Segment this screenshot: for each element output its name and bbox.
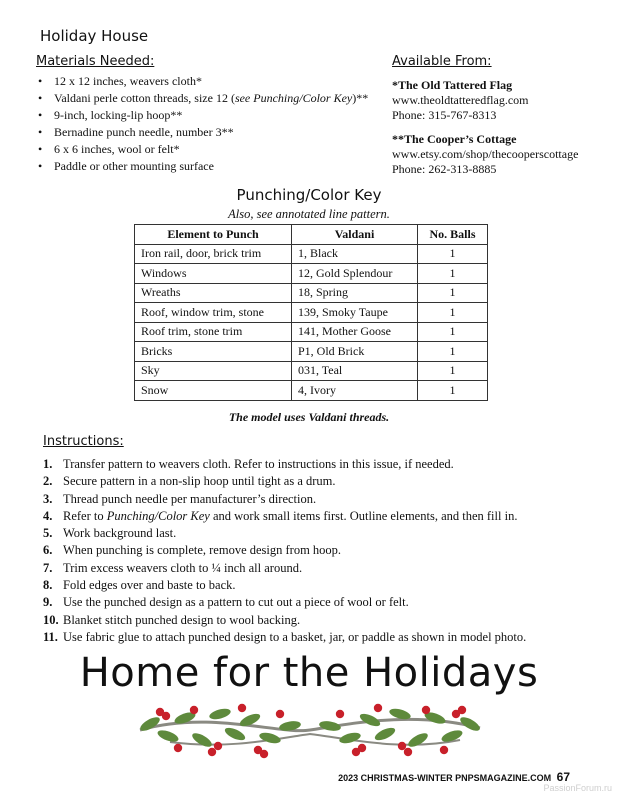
step-text: Fold edges over and baste to back. (63, 578, 236, 593)
footer-site: PNPSMAGAZINE.COM (455, 773, 552, 783)
step-text: Refer to Punching/Color Key and work small items first. Outline elements, and then fill in. (63, 508, 518, 523)
color-key-heading: Punching/Color Key (236, 186, 382, 204)
instruction-step (43, 456, 526, 473)
table-cell: Snow (135, 381, 292, 401)
materials-item-text: Valdani perle cotton threads, size 12 (see Punching/Color Key)** (54, 91, 369, 105)
column-header: Element to Punch (135, 225, 292, 245)
table-row (135, 361, 488, 381)
materials-item: • 6 x 6 inches, wool or felt* (36, 141, 368, 158)
holly-berry (374, 704, 382, 712)
table-cell: 1 (418, 303, 488, 323)
holly-leaf (373, 725, 397, 742)
instruction-step (43, 560, 526, 577)
step-text: When punching is complete, remove design from hoop. (63, 543, 342, 558)
table-row (135, 303, 488, 323)
materials-heading: Materials Needed: (36, 54, 155, 69)
step-text: Thread punch needle per manufacturer’s direction. (63, 491, 317, 506)
materials-item: • Paddle or other mounting surface (36, 158, 368, 175)
table-row (135, 264, 488, 284)
materials-item: • 9-inch, locking-lip hoop** (36, 107, 368, 124)
instruction-step (43, 542, 526, 559)
holly-berry (458, 706, 466, 714)
table-cell: Roof trim, stone trim (135, 322, 292, 342)
materials-item: • 12 x 12 inches, weavers cloth* (36, 73, 368, 90)
step-number: 6. (43, 543, 53, 558)
holly-berry (422, 706, 430, 714)
step-number: 9. (43, 595, 53, 610)
holly-berry (398, 742, 406, 750)
table-cell: Sky (135, 361, 292, 381)
step-text: Secure pattern in a non-slip hoop until tight as a drum. (63, 474, 336, 489)
table-cell: 4, Ivory (292, 381, 418, 401)
column-header: No. Balls (418, 225, 488, 245)
table-row (135, 342, 488, 362)
table-header-row (135, 225, 488, 245)
step-number: 1. (43, 457, 53, 471)
holly-leaf (318, 720, 341, 733)
table-row (135, 283, 488, 303)
holly-berry (358, 744, 366, 752)
emphasis: see Punching/Color Key (234, 91, 353, 105)
color-key-table (134, 224, 488, 401)
holly-berry (440, 746, 448, 754)
branch (140, 719, 480, 730)
step-number: 7. (43, 560, 53, 575)
instruction-step (43, 594, 526, 611)
table-cell: 1 (418, 283, 488, 303)
holly-leaf (156, 728, 180, 744)
holly-berry (162, 712, 170, 720)
holly-berry (260, 750, 268, 758)
color-key-subtitle: Also, see annotated line pattern. (228, 207, 390, 221)
supplier-phone: Phone: 315-767-8313 (392, 108, 497, 122)
table-cell: 141, Mother Goose (292, 322, 418, 342)
supplier-list (392, 78, 578, 177)
materials-list (36, 73, 368, 175)
holly-leaf (338, 731, 362, 745)
table-cell: 18, Spring (292, 283, 418, 303)
table-cell: Bricks (135, 342, 292, 362)
instruction-step (43, 473, 526, 490)
table-cell: Windows (135, 264, 292, 284)
table-cell: 139, Smoky Taupe (292, 303, 418, 323)
supplier-phone: Phone: 262-313-8885 (392, 162, 497, 176)
instructions-list (43, 456, 526, 646)
watermark: PassionForum.ru (543, 783, 612, 793)
table-cell: 1 (418, 244, 488, 264)
table-cell: 1, Black (292, 244, 418, 264)
instruction-step (43, 577, 526, 594)
holly-berry (404, 748, 412, 756)
table-cell: 1 (418, 361, 488, 381)
table-cell: Wreaths (135, 283, 292, 303)
step-text: Work background last. (63, 526, 177, 541)
instruction-step (43, 491, 526, 508)
holly-berry (238, 704, 246, 712)
available-from-heading: Available From: (392, 54, 492, 69)
color-key-body (135, 244, 488, 400)
supplier (392, 132, 578, 177)
banner-title: Home for the Holidays (79, 650, 539, 696)
step-number: 11. (43, 629, 58, 644)
supplier (392, 78, 578, 123)
footer-issue: 2023 CHRISTMAS-WINTER (338, 773, 453, 783)
step-text: Blanket stitch punched design to wool backing. (63, 612, 301, 627)
materials-item: • Bernadine punch needle, number 3** (36, 124, 368, 141)
table-row (135, 322, 488, 342)
step-number: 3. (43, 491, 53, 506)
supplier-name: **The Cooper’s Cottage (392, 132, 517, 146)
step-number: 4. (43, 508, 53, 523)
holly-leaf (223, 725, 247, 742)
holly-berry (190, 706, 198, 714)
holly-leaf (258, 731, 282, 745)
table-cell: P1, Old Brick (292, 342, 418, 362)
holly-berry (276, 710, 284, 718)
emphasis: Punching/Color Key (106, 508, 210, 523)
page-number: 67 (556, 770, 570, 784)
holly-berry (336, 710, 344, 718)
step-number: 8. (43, 578, 53, 593)
step-text: Trim excess weavers cloth to ¼ inch all around. (63, 560, 303, 575)
step-text: Transfer pattern to weavers cloth. Refer to instructions in this issue, if needed. (63, 457, 454, 471)
table-cell: 12, Gold Splendour (292, 264, 418, 284)
supplier-name: *The Old Tattered Flag (392, 78, 513, 92)
table-cell: 1 (418, 342, 488, 362)
table-cell: 031, Teal (292, 361, 418, 381)
table-cell: 1 (418, 381, 488, 401)
materials-item (36, 90, 368, 107)
instruction-step (43, 508, 526, 525)
step-number: 10. (43, 612, 59, 627)
holly-garland-illustration (130, 690, 490, 768)
instruction-step (43, 525, 526, 542)
instructions-heading: Instructions: (43, 434, 124, 449)
table-cell: 1 (418, 322, 488, 342)
supplier-url[interactable]: www.theoldtatteredflag.com (392, 93, 529, 107)
holly-leaf (190, 731, 214, 750)
step-text: Use the punched design as a pattern to cut out a piece of wool or felt. (63, 595, 409, 610)
instruction-step (43, 612, 526, 629)
color-key-note: The model uses Valdani threads. (228, 410, 390, 424)
step-text: Use fabric glue to attach punched design to a basket, jar, or paddle as shown in model photo. (63, 629, 527, 644)
table-cell: Iron rail, door, brick trim (135, 244, 292, 264)
holly-leaf (208, 707, 232, 721)
step-number: 5. (43, 526, 53, 541)
page-footer (338, 770, 570, 784)
table-row (135, 244, 488, 264)
holly-berry (174, 744, 182, 752)
holly-berry (214, 742, 222, 750)
step-number: 2. (43, 474, 53, 489)
holly-berry (208, 748, 216, 756)
table-cell: Roof, window trim, stone (135, 303, 292, 323)
holly-leaf (406, 731, 430, 750)
table-row (135, 381, 488, 401)
column-header: Valdani (292, 225, 418, 245)
supplier-url[interactable]: www.etsy.com/shop/thecooperscottage (392, 147, 579, 161)
page-title: Holiday House (40, 27, 149, 45)
instruction-step (43, 629, 526, 646)
table-cell: 1 (418, 264, 488, 284)
